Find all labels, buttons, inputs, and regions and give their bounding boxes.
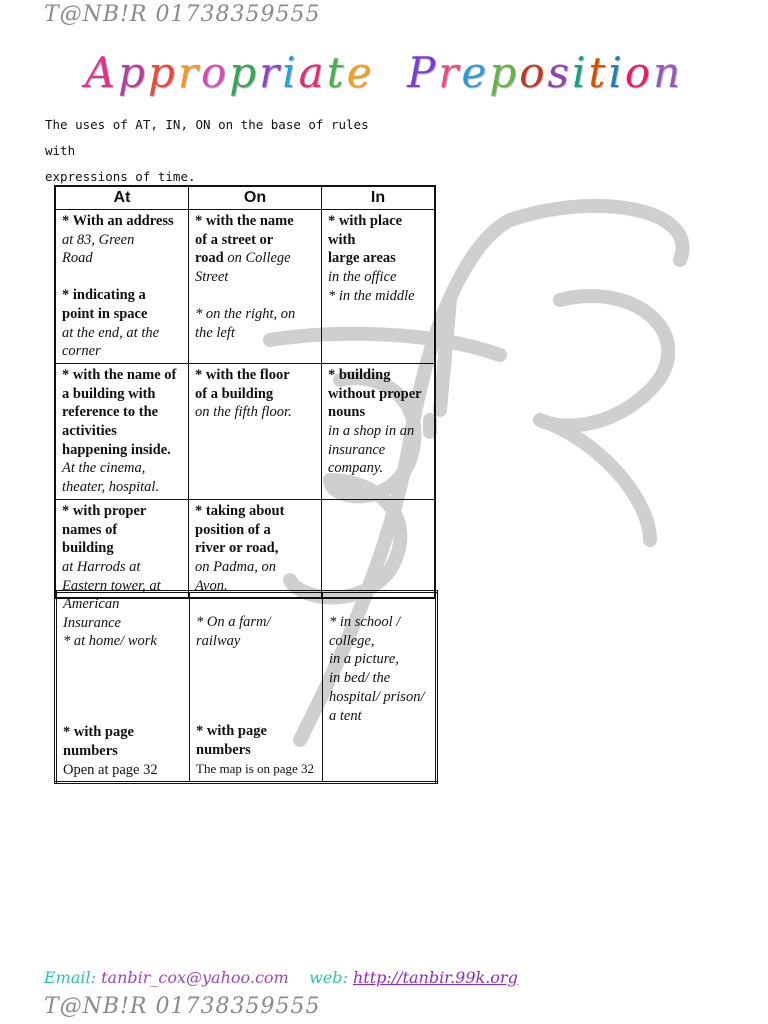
intro-text: [45, 112, 375, 190]
example-text: the left: [195, 324, 235, 341]
rule-text: * taking about: [195, 502, 285, 519]
title-letter: [374, 48, 407, 97]
example-text: American: [63, 596, 120, 612]
cell-on-river: [189, 499, 322, 598]
example-text: college,: [329, 632, 375, 649]
cell-on-street: [189, 210, 322, 364]
example-text: Insurance: [63, 614, 121, 631]
cell-on-floor: [189, 363, 322, 499]
rule-text: nouns: [328, 404, 366, 421]
title-letter: n: [653, 48, 684, 97]
cell-at-building: [55, 363, 189, 499]
example-text: * at home/ work: [63, 633, 157, 650]
rule-text: large areas: [328, 250, 396, 267]
example-text: a tent: [329, 707, 362, 724]
header-on: On: [189, 186, 322, 210]
example-text: Street: [195, 269, 229, 286]
rule-text: * With an address: [62, 213, 174, 229]
example-text: hospital/ prison/: [329, 688, 425, 705]
table-row: [55, 499, 435, 598]
header-in: In: [322, 186, 436, 210]
rule-text: position of a: [195, 521, 271, 538]
email-label: Email:: [44, 968, 97, 987]
title-letter: i: [608, 48, 625, 97]
preposition-table-continued: [54, 590, 438, 784]
cell-in-misc: [323, 592, 437, 783]
cell-in-empty: [322, 499, 436, 598]
title-letter: e: [461, 48, 490, 97]
website-link[interactable]: http://tanbir.99k.org: [352, 968, 518, 987]
rule-text: * with the name: [195, 213, 294, 229]
title-letter: t: [588, 48, 609, 97]
title-letter: t: [326, 48, 347, 97]
rule-text: river or road,: [195, 540, 279, 557]
rule-text: reference to the: [62, 404, 159, 421]
cell-at-address: [55, 210, 189, 364]
example-text: at the end, at the: [62, 324, 160, 341]
preposition-table: [54, 185, 436, 599]
rule-text: * with the name of: [62, 366, 177, 383]
title-letter: o: [200, 48, 230, 97]
example-text: Road: [62, 250, 93, 267]
rule-text: with: [328, 231, 356, 248]
footer-contact: [44, 968, 518, 987]
example-text: on Padma, on: [195, 558, 276, 575]
title-letter: i: [282, 48, 299, 97]
rule-text: of a street or: [195, 231, 274, 248]
example-text: * in the middle: [328, 287, 415, 304]
rule-text: without proper: [328, 385, 422, 402]
table-header-row: [55, 186, 435, 210]
page-title: [0, 48, 768, 97]
example-text: in a shop in an: [328, 423, 415, 440]
example-text: company.: [328, 460, 384, 477]
title-letter: r: [438, 48, 462, 97]
example-text: in bed/ the: [329, 670, 391, 687]
title-letter: A: [84, 48, 119, 97]
title-letter: o: [519, 48, 548, 97]
rule-text: * with proper: [62, 502, 147, 519]
example-text: at Harrods at: [62, 558, 141, 575]
rule-text: happening inside.: [62, 441, 171, 458]
rule-text: a building with: [62, 385, 156, 402]
title-letter: o: [624, 48, 654, 97]
title-letter: p: [118, 48, 148, 97]
example-text: theater, hospital.: [62, 479, 160, 496]
rule-text: * with place: [328, 213, 403, 229]
title-letter: e: [346, 48, 375, 97]
example-text: at 83, Green: [62, 231, 135, 248]
title-letter: p: [147, 48, 178, 97]
example-text: At the cinema,: [62, 460, 146, 477]
example-text: on College: [227, 250, 291, 267]
rule-text: * building: [328, 366, 391, 383]
header-signature: T@NB!R 01738359555: [44, 2, 321, 27]
table-row: [55, 210, 435, 364]
example-text: * On a farm/: [196, 614, 271, 630]
intro-line-2: expressions of time.: [45, 169, 196, 184]
example-text: * on the right, on: [195, 305, 296, 322]
email-link[interactable]: tanbir_cox@yahoo.com: [101, 968, 289, 987]
title-letter: s: [547, 48, 573, 97]
example-text: The map is on page 32: [196, 760, 315, 776]
title-letter: r: [177, 48, 201, 97]
rule-text: * with page: [196, 723, 267, 740]
example-text: in a picture,: [329, 651, 399, 668]
rule-text: * indicating a: [62, 287, 146, 304]
title-letter: a: [298, 48, 327, 97]
intro-line-1: The uses of AT, IN, ON on the base of rules with: [45, 117, 369, 158]
example-text: on the fifth floor.: [195, 404, 292, 421]
rule-text: numbers: [196, 742, 251, 759]
rule-text: * with the floor: [195, 366, 290, 383]
rule-text: * with page: [63, 724, 134, 741]
title-letter: r: [259, 48, 283, 97]
rule-text: point in space: [62, 305, 148, 322]
rule-text: names of: [62, 521, 118, 538]
footer-signature: T@NB!R 01738359555: [44, 994, 321, 1019]
title-letter: P: [407, 48, 439, 97]
cell-at-misc: [56, 592, 190, 783]
rule-text: of a building: [195, 385, 274, 402]
rule-text: numbers: [63, 742, 118, 759]
example-text: Avon.: [195, 577, 228, 594]
example-text: insurance: [328, 441, 386, 458]
cell-at-proper-names: [55, 499, 189, 598]
table-row: [56, 592, 437, 783]
rule-text: building: [62, 540, 114, 557]
cell-on-misc: [190, 592, 323, 783]
title-letter: p: [489, 48, 520, 97]
rule-text: road: [195, 250, 224, 267]
header-at: At: [55, 186, 189, 210]
example-text: corner: [62, 343, 101, 360]
cell-in-place: [322, 210, 436, 364]
example-text: Eastern tower, at: [62, 577, 161, 594]
example-text: in the office: [328, 269, 397, 286]
cell-in-building: [322, 363, 436, 499]
example-text: railway: [196, 632, 241, 649]
example-text: Open at page 32: [63, 761, 158, 778]
rule-text: activities: [62, 423, 117, 440]
example-text: * in school /: [329, 614, 401, 630]
title-letter: p: [229, 48, 260, 97]
web-label: web:: [309, 968, 348, 987]
table-row: [55, 363, 435, 499]
title-letter: i: [572, 48, 589, 97]
